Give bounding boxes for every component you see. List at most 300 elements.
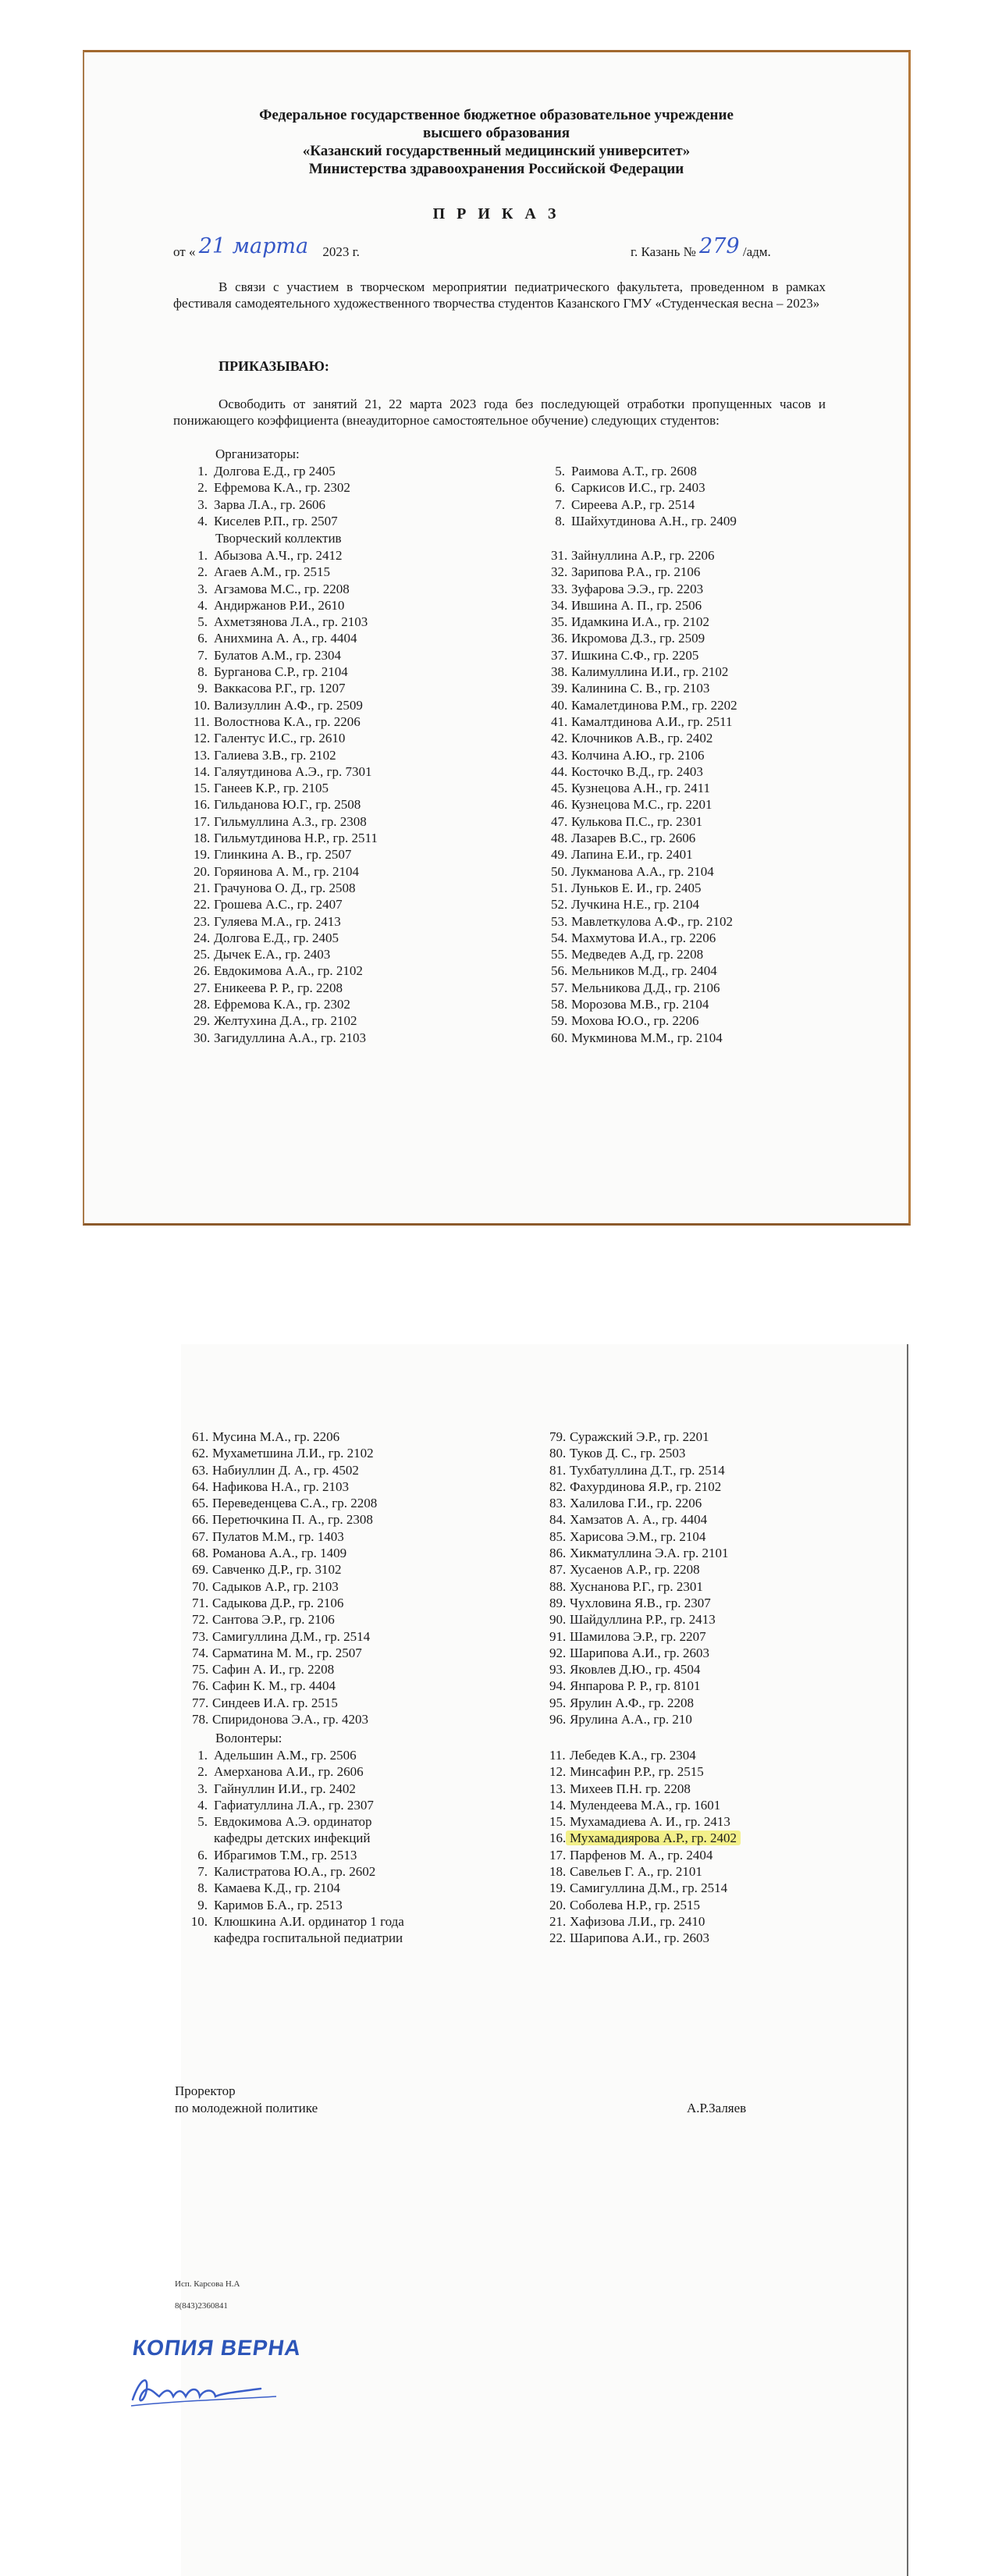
collective-heading: Творческий коллектив: [215, 531, 342, 546]
student-list-item: [194, 763, 378, 780]
student-name: Бурганова С.Р., гр. 2104: [214, 664, 348, 680]
student-list-item: [187, 1863, 404, 1880]
collective-list-right: [551, 547, 737, 1046]
student-list-item: [187, 1797, 404, 1813]
list-item-number: 6.: [197, 631, 208, 646]
student-name: Ярулин А.Ф., гр. 2208: [570, 1695, 694, 1710]
student-list-item: [194, 479, 350, 496]
header-institution-line2: высшего образования: [423, 125, 570, 141]
list-item-number: 90.: [549, 1612, 567, 1628]
student-name: Туков Д. С., гр. 2503: [570, 1446, 686, 1461]
student-name: Клочников А.В., гр. 2402: [571, 731, 713, 746]
handwritten-date: 21 марта: [198, 234, 309, 258]
student-name: Гайнуллин И.И., гр. 2402: [214, 1781, 356, 1796]
student-list-item: [194, 713, 378, 730]
student-list-item: [194, 780, 378, 796]
list-item-number: 8.: [197, 664, 208, 680]
list-item-number: 93.: [549, 1662, 567, 1678]
student-list-item: [549, 1813, 741, 1830]
student-name: Садыков А.Р., гр. 2103: [212, 1578, 339, 1594]
student-list-item: [549, 1747, 741, 1763]
list-item-number: 67.: [192, 1528, 209, 1544]
student-name: Раимова А.Т., гр. 2608: [571, 464, 697, 479]
student-name: Тухбатуллина Д.Т., гр. 2514: [570, 1462, 725, 1478]
student-list-item: [192, 1661, 377, 1678]
student-name: Ахметзянова Л.А., гр. 2103: [214, 614, 368, 630]
student-name: кафедры детских инфекций: [214, 1831, 371, 1846]
student-list-item: [549, 1462, 729, 1478]
student-name: Мельников М.Д., гр. 2404: [571, 963, 717, 979]
list-item-number: 6.: [197, 1847, 208, 1863]
student-name: Ибрагимов Т.М., гр. 2513: [214, 1847, 357, 1863]
student-name: Адельшин А.М., гр. 2506: [214, 1748, 357, 1763]
number-suffix: /адм.: [742, 244, 771, 259]
list-item-number: 60.: [551, 1030, 568, 1045]
list-item-number: 32.: [551, 564, 568, 580]
student-name: Гуляева М.А., гр. 2413: [214, 913, 341, 929]
list-item-number: 43.: [551, 747, 568, 763]
student-list-item: [549, 1863, 741, 1880]
executor-phone: 8(843)2360841: [175, 2301, 228, 2311]
student-list-item: [551, 996, 737, 1012]
student-name: Мусина М.А., гр. 2206: [212, 1429, 340, 1444]
student-list-item: [551, 913, 737, 930]
header-institution-line3: «Казанский государственный медицинский университет»: [302, 143, 691, 159]
student-name: Шайдуллина Р.Р., гр. 2413: [570, 1612, 716, 1628]
list-item-number: 44.: [551, 763, 568, 779]
student-list-item: [194, 664, 378, 680]
student-name: Лукманова А.А., гр. 2104: [571, 863, 714, 879]
student-list-item: [194, 597, 378, 614]
student-list-item: [192, 1495, 377, 1511]
list-item-number: 66.: [192, 1512, 209, 1528]
list-item-number: 62.: [192, 1446, 209, 1461]
student-name: Зуфарова Э.Э., гр. 2203: [571, 581, 704, 596]
list-item-number: 31.: [551, 548, 568, 563]
list-item-number: 25.: [194, 947, 211, 962]
list-item-number: 58.: [551, 997, 568, 1012]
student-list-item: [549, 1678, 729, 1694]
student-name: Кузнецова А.Н., гр. 2411: [571, 781, 711, 796]
student-name: Загидуллина А.А., гр. 2103: [214, 1030, 367, 1045]
student-name: Парфенов М. А., гр. 2404: [570, 1847, 713, 1863]
student-name: Ефремова К.А., гр. 2302: [214, 480, 350, 496]
student-list-item: [194, 1012, 378, 1029]
list-item-number: 57.: [551, 980, 568, 995]
list-item-number: 76.: [192, 1678, 209, 1694]
signer-position-line1: Проректор: [175, 2083, 236, 2098]
student-list-item: [194, 697, 378, 713]
student-list-item: [549, 1897, 741, 1913]
list-item-number: 75.: [192, 1662, 209, 1678]
student-list-item: [551, 664, 737, 680]
order-date: [173, 234, 360, 260]
student-list-item: [549, 1545, 729, 1561]
list-item-number: 45.: [551, 781, 568, 796]
student-name: Шамилова Э.Р., гр. 2207: [570, 1628, 706, 1644]
student-list-item: [549, 1763, 741, 1780]
list-item-number: 48.: [551, 831, 568, 846]
date-prefix: от «: [173, 244, 196, 259]
list-item-number: 10.: [194, 697, 211, 713]
student-name: Сантова Э.Р., гр. 2106: [212, 1612, 335, 1628]
list-item-number: 65.: [192, 1496, 209, 1511]
student-name: Амерханова А.И., гр. 2606: [214, 1764, 364, 1780]
student-list-item: [551, 713, 737, 730]
student-name: Саркисов И.С., гр. 2403: [571, 480, 705, 496]
student-name: Шарипова А.И., гр. 2603: [570, 1645, 710, 1660]
student-name: Пулатов М.М., гр. 1403: [212, 1528, 344, 1544]
student-list-item: [551, 846, 737, 863]
student-name: Ваккасова Р.Г., гр. 1207: [214, 681, 346, 696]
list-item-number: 12.: [194, 731, 211, 746]
student-name: Зайнуллина А.Р., гр. 2206: [571, 548, 715, 563]
student-list-item: [192, 1445, 377, 1461]
list-item-number: 21.: [549, 1913, 567, 1929]
student-list-item: [194, 863, 378, 880]
student-list-item: [551, 863, 737, 880]
highlighted-student-name: Мухамадиярова А.Р., гр. 2402: [566, 1831, 741, 1845]
list-item-number: 15.: [549, 1814, 567, 1830]
header-institution-line4: Министерства здравоохранения Российской Федерации: [308, 161, 684, 177]
student-list-item: [187, 1813, 404, 1830]
list-item-number: 63.: [192, 1462, 209, 1478]
student-list-item: [192, 1678, 377, 1694]
list-item-number: 4.: [197, 1797, 208, 1813]
list-item-number: 96.: [549, 1712, 567, 1727]
student-name: Ярулина А.А., гр. 210: [570, 1712, 692, 1727]
student-list-item: [549, 1781, 741, 1797]
student-name: Шарипова А.И., гр. 2603: [570, 1930, 710, 1946]
intro-paragraph: В связи с участием в творческом мероприятии педиатрического факультета, проведенном в рамках фестиваля самодеятельного художественного творчества студентов Казанского ГМУ «Студенческая весна – 2023»: [173, 279, 826, 311]
student-list-item: [551, 763, 737, 780]
student-list-item: [549, 1495, 729, 1511]
student-list-item: [551, 747, 737, 763]
list-item-number: 9.: [197, 681, 208, 696]
list-item-number: 70.: [192, 1578, 209, 1594]
student-name: Хафизова Л.И., гр. 2410: [570, 1913, 705, 1929]
list-item-number: 33.: [551, 581, 568, 596]
student-name: Ефремова К.А., гр. 2302: [214, 997, 350, 1012]
student-list-item: [194, 581, 378, 597]
list-item-number: 42.: [551, 731, 568, 746]
header-institution-line1: Федеральное государственное бюджетное образовательное учреждение: [259, 107, 734, 123]
student-name: Косточко В.Д., гр. 2403: [571, 763, 703, 779]
student-name: Глинкина А. В., гр. 2507: [214, 847, 352, 863]
student-list-item: [549, 1628, 729, 1645]
student-name: Булатов А.М., гр. 2304: [214, 647, 342, 663]
student-name: Зарва Л.А., гр. 2606: [214, 496, 325, 512]
student-list-item: [194, 996, 378, 1012]
list-item-number: 74.: [192, 1645, 209, 1660]
student-list-item: [549, 1797, 741, 1813]
list-item-number: 72.: [192, 1612, 209, 1628]
list-item-number: 34.: [551, 597, 568, 613]
list-item-number: 5.: [197, 1814, 208, 1830]
student-list-item: [194, 647, 378, 664]
student-list-item: [194, 496, 350, 513]
student-list-item: [192, 1429, 377, 1445]
signer-position-line2: по молодежной политике: [175, 2101, 318, 2115]
student-list-item: [194, 1030, 378, 1046]
student-list-item: [549, 1930, 741, 1946]
list-item-number: 13.: [194, 747, 211, 763]
student-name: Савченко Д.Р., гр. 3102: [212, 1562, 342, 1578]
handwritten-number: 279: [699, 234, 740, 258]
list-item-number: 41.: [551, 713, 568, 729]
student-list-item: [551, 463, 737, 479]
student-list-item: [194, 564, 378, 580]
student-list-item: [194, 846, 378, 863]
student-name: Анихмина А. А., гр. 4404: [214, 631, 357, 646]
student-name: Янпарова Р. Р., гр. 8101: [570, 1678, 701, 1694]
student-list-item: [551, 962, 737, 979]
student-list-item: [551, 896, 737, 913]
list-item-number: 20.: [194, 863, 211, 879]
student-name: Галентус И.С., гр. 2610: [214, 731, 346, 746]
student-list-item: [187, 1830, 404, 1846]
student-list-item: [549, 1711, 729, 1727]
list-item-number: 9.: [197, 1897, 208, 1912]
student-list-item: [551, 697, 737, 713]
student-name: Ганеев К.Р., гр. 2105: [214, 781, 329, 796]
student-list-item: [192, 1595, 377, 1611]
student-name: Галяутдинова А.Э., гр. 7301: [214, 763, 372, 779]
list-item-number: 22.: [549, 1930, 567, 1946]
student-name: Переведенцева С.А., гр. 2208: [212, 1496, 378, 1511]
list-item-number: 7.: [197, 647, 208, 663]
list-item-number: 16.: [549, 1831, 567, 1846]
list-item-number: 17.: [549, 1847, 567, 1863]
student-list-item: [549, 1511, 729, 1528]
student-list-item: [549, 1913, 741, 1930]
student-name: Мухамадиева А. И., гр. 2413: [570, 1814, 730, 1830]
certified-copy-stamp: КОПИЯ ВЕРНА: [130, 2336, 304, 2360]
executor-name: Исп. Карсова Н.А: [175, 2279, 240, 2289]
student-list-item: [549, 1578, 729, 1595]
order-word: ПРИКАЗЫВАЮ:: [219, 358, 329, 374]
student-name: Самигуллина Д.М., гр. 2514: [212, 1628, 371, 1644]
student-list-item: [551, 813, 737, 830]
student-name: Суражский Э.Р., гр. 2201: [570, 1429, 709, 1444]
list-item-number: 3.: [197, 1781, 208, 1796]
release-paragraph: Освободить от занятий 21, 22 марта 2023 года без последующей отработки пропущенных часов и понижающего коэффициента (внеаудиторное самостоятельное обучение) следующих студентов:: [173, 397, 826, 428]
student-name: Сиреева А.Р., гр. 2514: [571, 496, 695, 512]
list-item-number: 19.: [194, 847, 211, 863]
student-name: Романова А.А., гр. 1409: [212, 1546, 347, 1561]
list-item-number: 14.: [194, 763, 211, 779]
list-item-number: 30.: [194, 1030, 211, 1045]
student-list-item: [187, 1880, 404, 1896]
list-item-number: 19.: [549, 1880, 567, 1896]
list-item-number: 12.: [549, 1764, 567, 1780]
student-list-item: [194, 830, 378, 846]
student-list-item: [192, 1611, 377, 1628]
volunteers-heading: Волонтеры:: [215, 1731, 283, 1745]
student-list-item: [549, 1429, 729, 1445]
student-list-item: [549, 1528, 729, 1545]
student-name: Камалтдинова А.И., гр. 2511: [571, 713, 733, 729]
student-name: Мукминова М.М., гр. 2104: [571, 1030, 723, 1045]
list-item-number: 95.: [549, 1695, 567, 1710]
list-item-number: 18.: [194, 831, 211, 846]
volunteers-list-right: [549, 1747, 741, 1947]
list-item-number: 8.: [555, 513, 565, 528]
list-item-number: 89.: [549, 1595, 567, 1610]
student-name: Кузнецова М.С., гр. 2201: [571, 797, 712, 813]
student-name: Мавлеткулова А.Ф., гр. 2102: [571, 913, 733, 929]
student-list-item: [192, 1545, 377, 1561]
list-item-number: 10.: [190, 1913, 208, 1929]
signature-scribble: [128, 2365, 284, 2412]
student-list-item: [549, 1830, 741, 1846]
student-list-item: [551, 513, 737, 529]
list-item-number: 1.: [197, 464, 208, 479]
city-prefix: г. Казань №: [631, 244, 696, 259]
list-item-number: 13.: [549, 1781, 567, 1796]
list-item-number: 49.: [551, 847, 568, 863]
student-list-item: [194, 630, 378, 646]
student-name: Мулендеева М.А., гр. 1601: [570, 1797, 721, 1813]
student-list-item: [187, 1913, 404, 1930]
order-page-2: [130, 1344, 908, 2576]
student-name: Спиридонова Э.А., гр. 4203: [212, 1712, 368, 1727]
student-name: Лапина Е.И., гр. 2401: [571, 847, 693, 863]
student-list-item: [549, 1445, 729, 1461]
student-list-item: [549, 1595, 729, 1611]
student-name: Сафин А. И., гр. 2208: [212, 1662, 335, 1678]
order-page-1: [83, 50, 911, 1226]
list-item-number: 64.: [192, 1478, 209, 1494]
student-list-item: [194, 946, 378, 962]
student-name: Клюшкина А.И. ординатор 1 года: [214, 1913, 404, 1929]
student-list-item: [194, 896, 378, 913]
student-list-item: [549, 1695, 729, 1711]
student-list-item: [192, 1528, 377, 1545]
student-list-item: [551, 581, 737, 597]
list-item-number: 11.: [549, 1748, 566, 1763]
student-name: Идамкина И.А., гр. 2102: [571, 614, 710, 630]
date-year: 2023 г.: [322, 244, 360, 259]
student-name: Мухаметшина Л.И., гр. 2102: [212, 1446, 374, 1461]
list-item-number: 1.: [197, 548, 208, 563]
list-item-number: 3.: [197, 581, 208, 596]
list-item-number: 53.: [551, 913, 568, 929]
student-name: кафедра госпитальной педиатрии: [214, 1930, 403, 1946]
list-item-number: 80.: [549, 1446, 567, 1461]
list-item-number: 29.: [194, 1013, 211, 1029]
list-item-number: 35.: [551, 614, 568, 630]
list-item-number: 52.: [551, 897, 568, 913]
student-list-item: [551, 630, 737, 646]
student-list-item: [549, 1880, 741, 1896]
student-list-item: [551, 547, 737, 564]
list-item-number: 16.: [194, 797, 211, 813]
list-item-number: 18.: [549, 1864, 567, 1880]
student-list-item: [551, 564, 737, 580]
list-item-number: 8.: [197, 1880, 208, 1896]
student-name: Мохова Ю.О., гр. 2206: [571, 1013, 699, 1029]
student-name: Гильмутдинова Н.Р., гр. 2511: [214, 831, 378, 846]
student-list-item: [187, 1847, 404, 1863]
student-list-item: [192, 1578, 377, 1595]
list-item-number: 5.: [555, 464, 565, 479]
student-list-item: [187, 1747, 404, 1763]
student-list-item: [551, 614, 737, 630]
list-item-number: 2.: [197, 1764, 208, 1780]
list-item-number: 51.: [551, 880, 568, 895]
student-name: Киселев Р.П., гр. 2507: [214, 513, 338, 528]
list-item-number: 54.: [551, 930, 568, 945]
student-name: Махмутова И.А., гр. 2206: [571, 930, 716, 945]
list-item-number: 11.: [194, 713, 210, 729]
student-name: Ишкина С.Ф., гр. 2205: [571, 647, 699, 663]
list-item-number: 61.: [192, 1429, 209, 1444]
student-list-item: [194, 730, 378, 746]
student-list-item: [551, 479, 737, 496]
list-item-number: 47.: [551, 813, 568, 829]
student-name: Чухловина Я.В., гр. 2307: [570, 1595, 711, 1610]
list-item-number: 50.: [551, 863, 568, 879]
student-list-item: [551, 830, 737, 846]
list-item-number: 4.: [197, 513, 208, 528]
student-name: Хусаенов А.Р., гр. 2208: [570, 1562, 700, 1578]
student-list-item: [549, 1645, 729, 1661]
student-name: Калистратова Ю.А., гр. 2602: [214, 1864, 376, 1880]
student-name: Набиуллин Д. А., гр. 4502: [212, 1462, 359, 1478]
student-name: Камалетдинова Р.М., гр. 2202: [571, 697, 737, 713]
list-item-number: 39.: [551, 681, 568, 696]
list-item-number: 3.: [197, 496, 208, 512]
list-item-number: 40.: [551, 697, 568, 713]
student-list-item: [194, 913, 378, 930]
student-name: Морозова М.В., гр. 2104: [571, 997, 709, 1012]
list-item-number: 22.: [194, 897, 211, 913]
list-item-number: 2.: [197, 480, 208, 496]
student-list-item: [551, 647, 737, 664]
list-item-number: 15.: [194, 781, 211, 796]
student-list-item: [194, 813, 378, 830]
list-item-number: 2.: [197, 564, 208, 580]
list-item-number: 68.: [192, 1546, 209, 1561]
student-list-item: [549, 1661, 729, 1678]
list-item-number: 23.: [194, 913, 211, 929]
student-name: Галиева З.В., гр. 2102: [214, 747, 336, 763]
student-list-item: [551, 930, 737, 946]
student-name: Лучкина Н.Е., гр. 2104: [571, 897, 700, 913]
student-name: Калинина С. В., гр. 2103: [571, 681, 710, 696]
student-list-item: [549, 1561, 729, 1578]
student-name: Минсафин Р.Р., гр. 2515: [570, 1764, 704, 1780]
student-list-item: [551, 680, 737, 696]
list-item-number: 6.: [555, 480, 565, 496]
student-list-item: [194, 747, 378, 763]
student-name: Нафикова Н.А., гр. 2103: [212, 1478, 349, 1494]
student-list-item: [551, 597, 737, 614]
list-item-number: 28.: [194, 997, 211, 1012]
student-name: Ившина А. П., гр. 2506: [571, 597, 702, 613]
student-name: Икромова Д.З., гр. 2509: [571, 631, 705, 646]
list-item-number: 55.: [551, 947, 568, 962]
student-name: Желтухина Д.А., гр. 2102: [214, 1013, 357, 1029]
student-name: Перетючкина П. А., гр. 2308: [212, 1512, 373, 1528]
student-list-item: [194, 962, 378, 979]
student-list-item: [549, 1478, 729, 1495]
list-item-number: 86.: [549, 1546, 567, 1561]
student-list-item: [187, 1897, 404, 1913]
student-name: Мельникова Д.Д., гр. 2106: [571, 980, 720, 995]
student-list-item: [192, 1511, 377, 1528]
